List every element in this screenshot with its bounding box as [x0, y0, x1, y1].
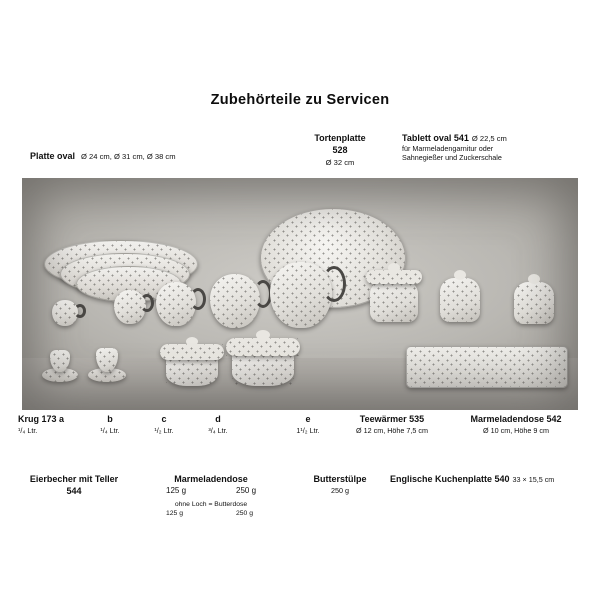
caption-krug-d-volume: ³/₄ Ltr.	[208, 425, 228, 435]
caption-marmeladendose-542-size: Ø 10 cm, Höhe 9 cm	[483, 425, 549, 435]
caption-tablett-line1	[402, 133, 592, 144]
caption-marmeladendose-542-label: Marmeladendose 542	[470, 414, 562, 424]
caption-platte-oval	[30, 151, 176, 162]
caption-tablett-line3: Sahnegießer und Zuckerschale	[402, 153, 502, 163]
caption-teewaermer	[336, 414, 448, 436]
caption-krug-b-letter: b	[107, 414, 113, 424]
caption-marmeladendose-note: ohne Loch = Butterdose	[174, 501, 248, 508]
caption-marmeladendose-542	[444, 414, 588, 436]
caption-kuchenplatte-size: 33 × 15,5 cm	[512, 475, 555, 484]
bottom-caption-row-2	[0, 444, 600, 517]
caption-tablett-line2: für Marmeladengarnitur oder	[402, 144, 494, 154]
bottom-caption-row-1	[0, 414, 600, 444]
caption-kuchenplatte	[390, 474, 554, 486]
caption-platte-oval-label: Platte oval	[30, 151, 76, 161]
caption-marmeladendose-note-weight-left: 125 g	[166, 510, 184, 517]
caption-tablett-label: Tablett oval 541	[402, 133, 469, 143]
caption-krug-e-letter: e	[305, 414, 311, 424]
product-photograph	[22, 178, 578, 410]
caption-marmeladendose-label: Marmeladendose	[174, 474, 248, 484]
caption-krug-c	[152, 414, 176, 436]
caption-tortenplatte	[290, 133, 390, 167]
caption-teewaermer-size: Ø 12 cm, Höhe 7,5 cm	[356, 425, 428, 435]
caption-eierbecher-number: 544	[66, 485, 82, 496]
caption-eierbecher	[14, 474, 134, 497]
caption-butterstuelpe-weight: 250 g	[331, 485, 349, 495]
caption-krug-d	[206, 414, 230, 436]
caption-teewaermer-label: Teewärmer 535	[359, 414, 425, 424]
caption-tablett-size: Ø 22,5 cm	[471, 134, 507, 143]
caption-krug-label: Krug 173 a	[18, 414, 65, 424]
caption-butterstuelpe	[292, 474, 388, 496]
caption-kuchenplatte-label: Englische Kuchenplatte 540	[390, 474, 510, 484]
caption-krug-b	[98, 414, 122, 436]
caption-krug-e	[294, 414, 322, 436]
caption-tortenplatte-size: Ø 32 cm	[325, 157, 355, 167]
caption-krug-c-letter: c	[161, 414, 167, 424]
caption-marmeladendose-weight-left: 125 g	[166, 486, 187, 495]
caption-platte-oval-sizes: Ø 24 cm, Ø 31 cm, Ø 38 cm	[81, 152, 176, 161]
photo-vignette	[22, 178, 578, 410]
caption-krug-e-volume: 1¹/₂ Ltr.	[296, 425, 320, 435]
caption-tortenplatte-label: Tortenplatte	[314, 133, 366, 143]
caption-tortenplatte-number: 528	[332, 145, 348, 156]
caption-marmeladendose-note-weight-right: 250 g	[236, 510, 254, 517]
caption-eierbecher-label: Eierbecher mit Teller	[29, 474, 119, 484]
caption-marmeladendose	[146, 474, 276, 486]
caption-marmeladendose-weight-right: 250 g	[236, 486, 257, 495]
caption-krug-a-volume: ¹/₄ Ltr.	[18, 425, 38, 435]
bottom-caption-block	[0, 414, 600, 517]
caption-krug-b-volume: ¹/₄ Ltr.	[100, 425, 120, 435]
caption-krug	[18, 414, 64, 436]
page-title: Zubehörteile zu Servicen	[210, 92, 390, 108]
caption-krug-c-volume: ¹/₂ Ltr.	[154, 425, 174, 435]
caption-krug-d-letter: d	[215, 414, 221, 424]
caption-butterstuelpe-label: Butterstülpe	[313, 474, 367, 484]
caption-tablett-oval	[402, 133, 592, 162]
